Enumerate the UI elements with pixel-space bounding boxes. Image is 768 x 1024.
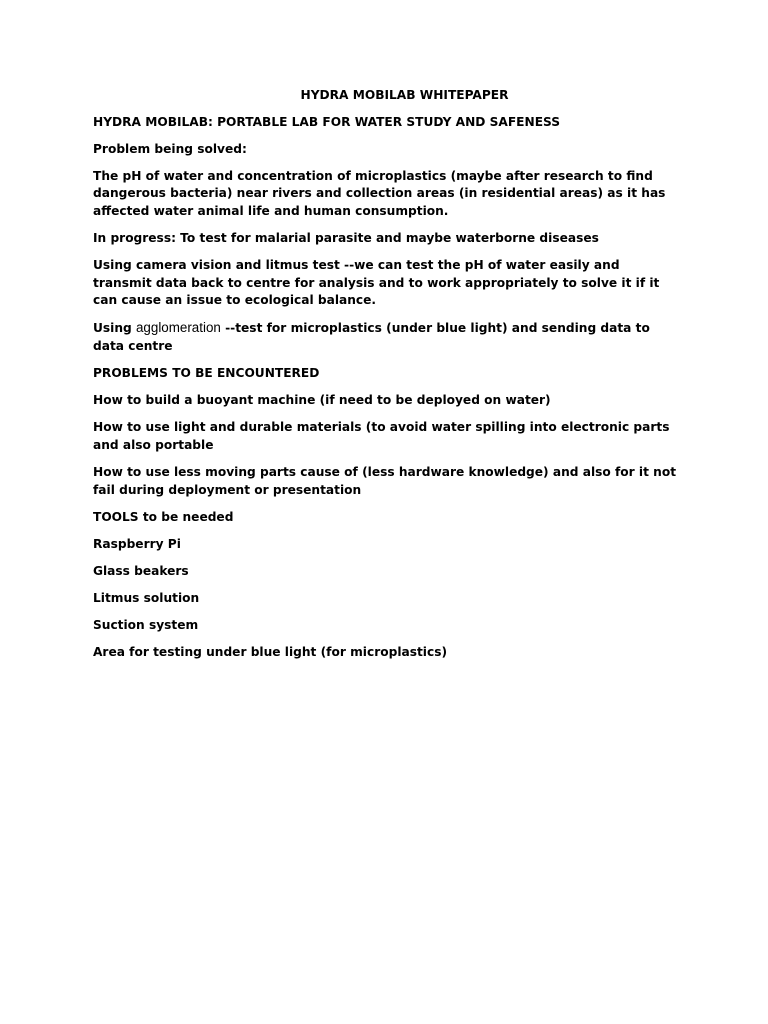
- tool-item-blue-light-area: Area for testing under blue light (for microplastics): [93, 645, 448, 660]
- problems-heading: PROBLEMS TO BE ENCOUNTERED: [93, 366, 320, 381]
- camera-vision-paragraph: Using camera vision and litmus test --we can test the pH of water easily and transmit data back to centre for analysis and to work appropriately to solve it if it can cause an issue to ecological balance.: [93, 258, 660, 308]
- document-title: HYDRA MOBILAB WHITEPAPER: [300, 88, 509, 102]
- tool-item-litmus-solution: Litmus solution: [93, 590, 200, 605]
- problem-item-buoyant: How to build a buoyant machine (if need to be deployed on water): [93, 393, 551, 408]
- agglomeration-term: agglomeration: [135, 320, 221, 336]
- subtitle-heading: HYDRA MOBILAB: PORTABLE LAB FOR WATER STUDY AND SAFENESS: [93, 114, 561, 129]
- agglomeration-prefix: Using: [93, 321, 136, 336]
- agglomeration-paragraph: [93, 319, 678, 355]
- tools-heading: TOOLS to be needed: [93, 509, 234, 524]
- document-body: [93, 86, 678, 671]
- in-progress-paragraph: In progress: To test for malarial parasite and maybe waterborne diseases: [93, 230, 599, 245]
- problem-paragraph: The pH of water and concentration of microplastics (maybe after research to find dangerous bacteria) near rivers and collection areas (in residential areas) as it has affected water animal life and human consumption.: [93, 168, 666, 218]
- tool-item-raspberry-pi: Raspberry Pi: [93, 536, 181, 551]
- tool-item-suction-system: Suction system: [93, 617, 199, 632]
- problem-item-moving-parts: How to use less moving parts cause of (less hardware knowledge) and also for it not fail during deployment or presentation: [93, 464, 677, 497]
- problem-heading: Problem being solved:: [93, 141, 247, 156]
- problem-item-materials: How to use light and durable materials (to avoid water spilling into electronic parts and also portable: [93, 420, 670, 452]
- tool-item-glass-beakers: Glass beakers: [93, 563, 189, 578]
- agglomeration-suffix: --test for microplastics (under blue light) and sending data to data centre: [93, 321, 650, 353]
